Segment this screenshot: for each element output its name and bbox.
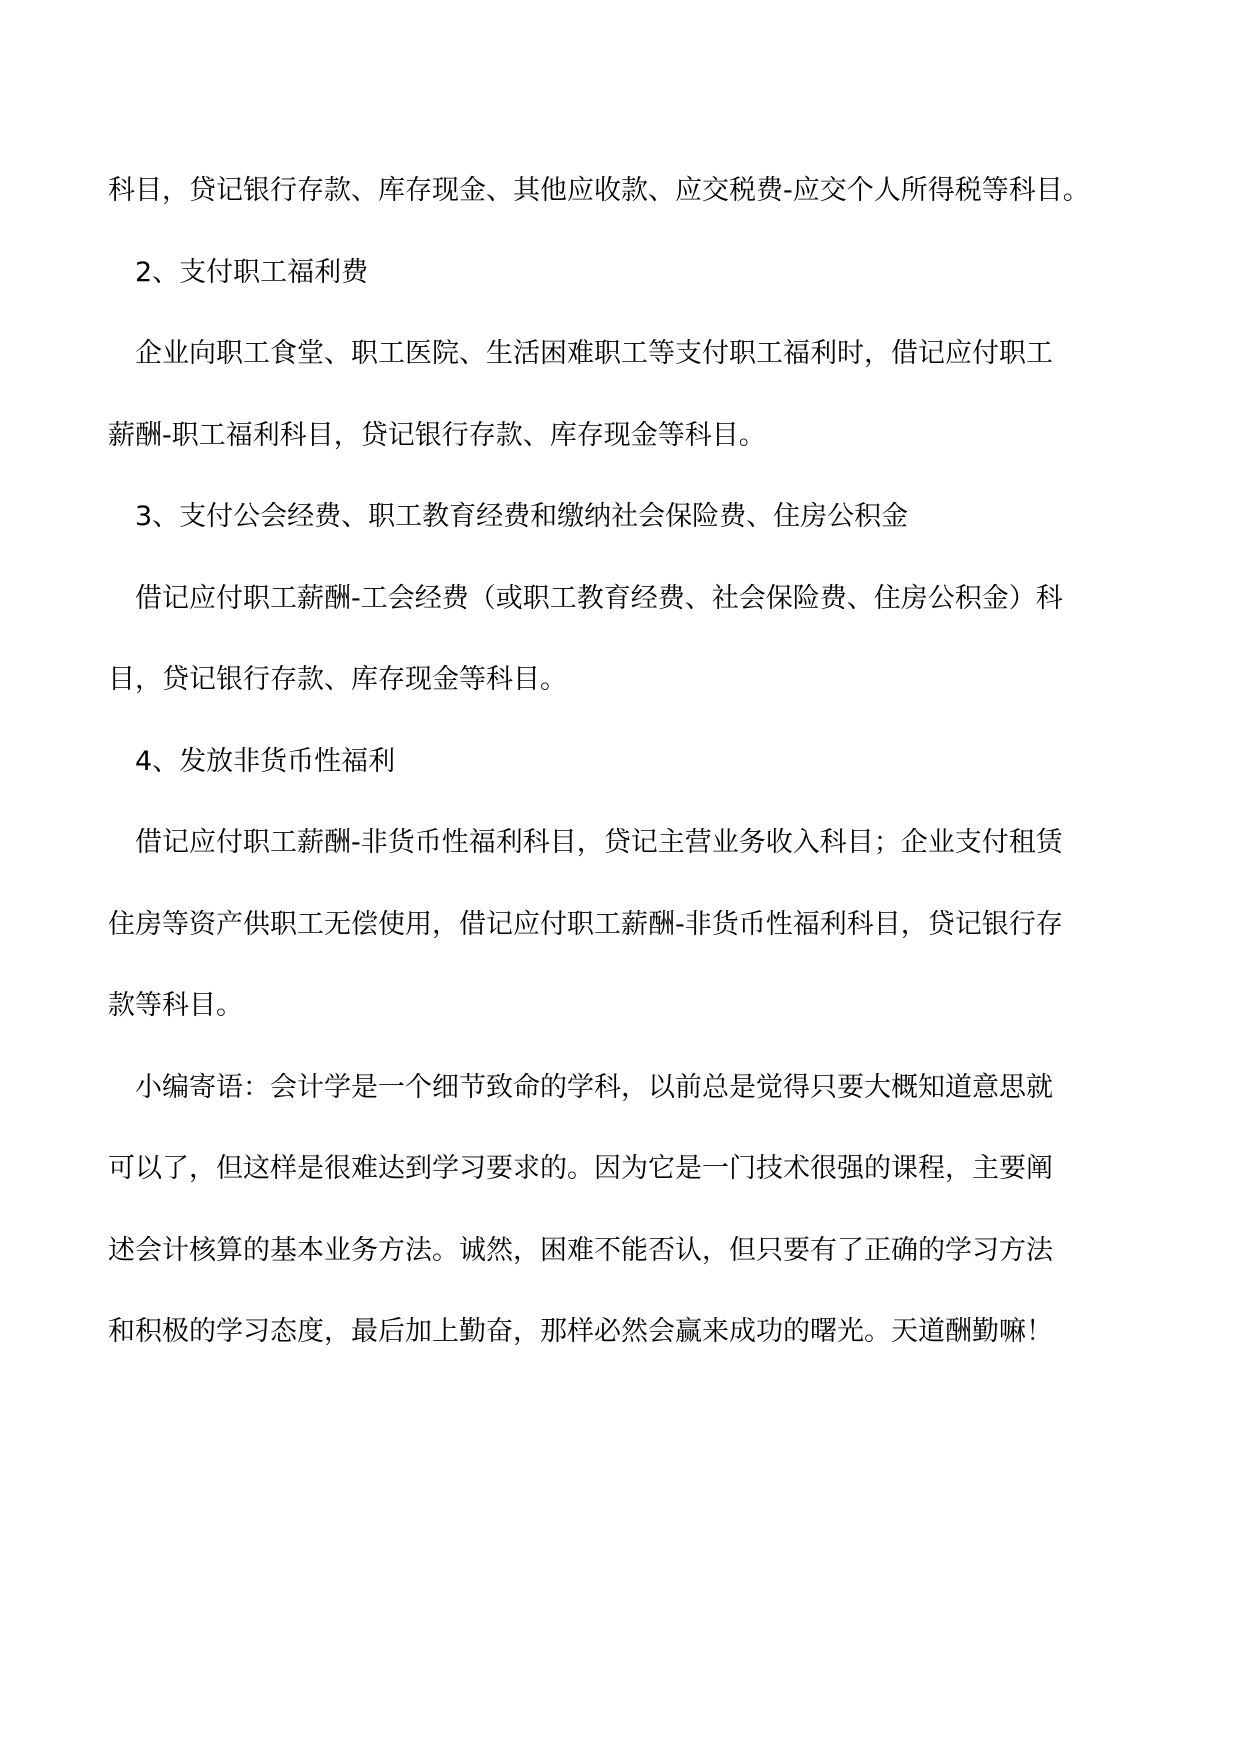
paragraph-line: 企业向职工食堂、职工医院、生活困难职工等支付职工福利时，借记应付职工 [135,338,1053,369]
paragraph-line: 薪酬-职工福利科目，贷记银行存款、库存现金等科目。 [108,419,766,451]
paragraph-line: 目，贷记银行存款、库存现金等科目。 [108,664,567,695]
paragraph-line: 住房等资产供职工无偿使用，借记应付职工薪酬-非货币性福利科目，贷记银行存 [108,908,1063,940]
paragraph-line: 可以了，但这样是很难达到学习要求的。因为它是一门技术很强的课程，主要阐 [108,1153,1053,1184]
section-heading: 3、支付公会经费、职工教育经费和缴纳社会保险费、住房公积金 [135,501,909,532]
paragraph-line: 借记应付职工薪酬-非货币性福利科目，贷记主营业务收入科目；企业支付租赁 [135,827,1063,858]
document-page [108,150,1138,1373]
section-heading: 2、支付职工福利费 [135,256,369,288]
paragraph-line: 和积极的学习态度，最后加上勤奋，那样必然会赢来成功的曙光。天道酬勤嘛！ [108,1316,1053,1347]
paragraph-line: 借记应付职工薪酬-工会经费（或职工教育经费、社会保险费、住房公积金）科 [135,582,1063,614]
section-heading: 4、发放非货币性福利 [135,745,396,777]
paragraph-line: 述会计核算的基本业务方法。诚然，困难不能否认，但只要有了正确的学习方法 [108,1234,1053,1266]
paragraph-line: 款等科目。 [108,990,243,1021]
paragraph-line: 小编寄语：会计学是一个细节致命的学科，以前总是觉得只要大概知道意思就 [135,1071,1053,1103]
paragraph-line: 科目，贷记银行存款、库存现金、其他应收款、应交税费-应交个人所得税等科目。 [108,175,1090,206]
